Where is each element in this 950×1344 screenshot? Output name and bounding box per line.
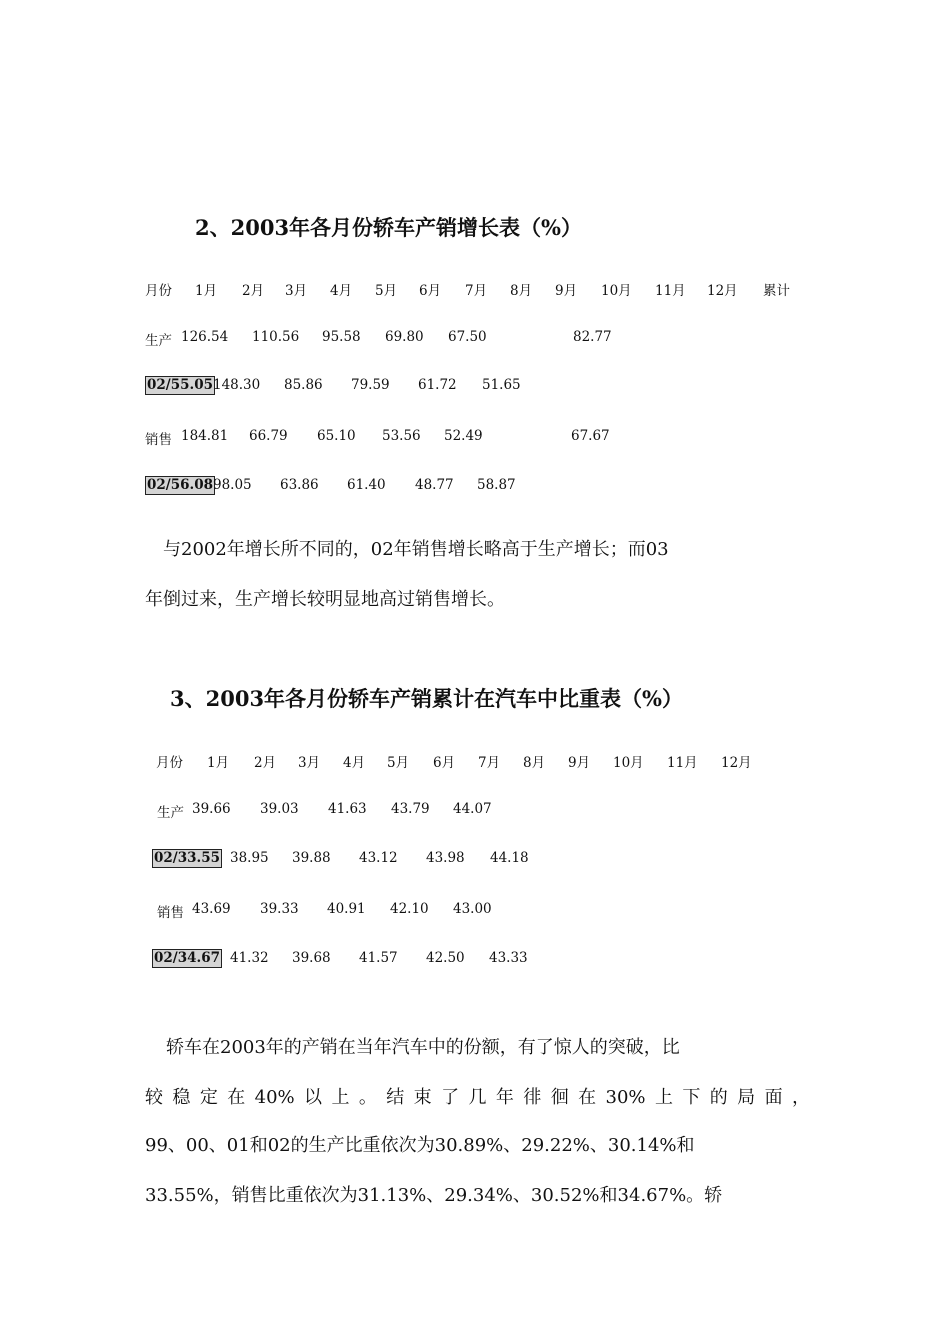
section3-title: 3、2003年各月份轿车产销累计在汽车中比重表（%） xyxy=(170,686,684,711)
section3-sales-row xyxy=(152,901,490,921)
row-label: 生产 xyxy=(145,333,172,349)
table-cell: 51.65 xyxy=(482,377,521,393)
row-label: 销售 xyxy=(145,432,172,448)
section2-production-row xyxy=(145,329,637,349)
section3-sales-2002-row xyxy=(152,950,527,970)
table-cell: 42.50 xyxy=(426,950,465,966)
table-cell: 43.00 xyxy=(453,901,492,917)
prev-year-box: 02/56.08 xyxy=(147,477,213,493)
header-cell: 4月 xyxy=(330,283,353,299)
table-cell: 42.10 xyxy=(390,901,429,917)
table-cell: 41.57 xyxy=(359,950,398,966)
table-cell: 58.87 xyxy=(477,477,516,493)
header-cell: 9月 xyxy=(555,283,578,299)
table-cell: 66.79 xyxy=(249,428,288,444)
table-cell: 43.33 xyxy=(489,950,528,966)
header-cell: 5月 xyxy=(387,755,410,771)
table-cell: 148.30 xyxy=(213,377,261,393)
table-cell: 43.69 xyxy=(192,901,231,917)
table-cell: 53.56 xyxy=(382,428,421,444)
section2-sales-2002-row xyxy=(145,477,517,497)
table-cell: 41.63 xyxy=(328,801,367,817)
header-cell: 1月 xyxy=(207,755,230,771)
section2-header-row xyxy=(145,279,800,299)
header-cell: 3月 xyxy=(285,283,308,299)
table-cell: 110.56 xyxy=(252,329,300,345)
table-cell: 61.72 xyxy=(418,377,457,393)
table-cell: 43.79 xyxy=(391,801,430,817)
header-cell: 2月 xyxy=(254,755,277,771)
table-cell: 79.59 xyxy=(351,377,390,393)
section2-paragraph-line-1: 与2002年增长所不同的，02年销售增长略高于生产增长；而03 xyxy=(163,539,669,560)
table-cell: 39.88 xyxy=(292,850,331,866)
header-cell: 8月 xyxy=(510,283,533,299)
section3-header-row xyxy=(156,751,756,771)
table-cell: 39.66 xyxy=(192,801,231,817)
header-cell: 2月 xyxy=(242,283,265,299)
header-cell: 3月 xyxy=(298,755,321,771)
section3-production-row xyxy=(152,801,490,821)
table-cell: 39.33 xyxy=(260,901,299,917)
table-cell: 41.32 xyxy=(230,950,269,966)
table-cell: 85.86 xyxy=(284,377,323,393)
table-cell: 67.50 xyxy=(448,329,487,345)
header-cell: 12月 xyxy=(707,283,738,299)
table-cell: 65.10 xyxy=(317,428,356,444)
header-cell: 11月 xyxy=(655,283,686,299)
table-cell: 44.18 xyxy=(490,850,529,866)
table-cell: 43.98 xyxy=(426,850,465,866)
prev-year-box: 02/55.05 xyxy=(147,377,213,393)
table-cell: 43.12 xyxy=(359,850,398,866)
table-cell: 48.77 xyxy=(415,477,454,493)
prev-year-box: 02/34.67 xyxy=(154,950,220,966)
header-cell: 累计 xyxy=(763,283,790,299)
header-cell: 12月 xyxy=(721,755,752,771)
header-cell: 9月 xyxy=(568,755,591,771)
header-cell: 11月 xyxy=(667,755,698,771)
section2-production-2002-row xyxy=(145,377,520,397)
header-cell: 月份 xyxy=(145,283,172,299)
table-cell: 63.86 xyxy=(280,477,319,493)
header-cell: 4月 xyxy=(343,755,366,771)
table-cell: 39.03 xyxy=(260,801,299,817)
header-cell: 10月 xyxy=(601,283,632,299)
table-cell: 61.40 xyxy=(347,477,386,493)
table-cell: 126.54 xyxy=(181,329,229,345)
header-cell: 6月 xyxy=(419,283,442,299)
header-cell: 6月 xyxy=(433,755,456,771)
section3-paragraph-line-2: 较 稳 定 在 40% 以 上 。 结 束 了 几 年 徘 徊 在 30% 上 下 的 局 面 ， xyxy=(145,1087,810,1108)
table-cell: 39.68 xyxy=(292,950,331,966)
table-cell: 52.49 xyxy=(444,428,483,444)
header-cell: 7月 xyxy=(478,755,501,771)
table-cell: 98.05 xyxy=(213,477,252,493)
row-label: 销售 xyxy=(157,905,184,921)
table-cell: 95.58 xyxy=(322,329,361,345)
section3-paragraph-line-4: 33.55%，销售比重依次为31.13%、29.34%、30.52%和34.67%。轿 xyxy=(145,1185,723,1206)
table-cell: 82.77 xyxy=(573,329,612,345)
section2-sales-row xyxy=(145,428,633,448)
header-cell: 5月 xyxy=(375,283,398,299)
section3-paragraph-line-3: 99、00、01和02的生产比重依次为30.89%、29.22%、30.14%和 xyxy=(145,1135,695,1156)
table-cell: 69.80 xyxy=(385,329,424,345)
section3-production-2002-row xyxy=(152,850,527,870)
table-cell: 40.91 xyxy=(327,901,366,917)
table-cell: 38.95 xyxy=(230,850,269,866)
header-cell: 1月 xyxy=(195,283,218,299)
header-cell: 10月 xyxy=(613,755,644,771)
header-cell: 8月 xyxy=(523,755,546,771)
section2-title: 2、2003年各月份轿车产销增长表（%） xyxy=(195,215,583,240)
section3-paragraph-line-1: 轿车在2003年的产销在当年汽车中的份额，有了惊人的突破，比 xyxy=(166,1037,680,1058)
row-label: 生产 xyxy=(157,805,184,821)
table-cell: 44.07 xyxy=(453,801,492,817)
table-cell: 67.67 xyxy=(571,428,610,444)
section2-paragraph-line-2: 年倒过来，生产增长较明显地高过销售增长。 xyxy=(145,589,505,610)
header-cell: 月份 xyxy=(156,755,183,771)
table-cell: 184.81 xyxy=(181,428,229,444)
prev-year-box: 02/33.55 xyxy=(154,850,220,866)
header-cell: 7月 xyxy=(465,283,488,299)
